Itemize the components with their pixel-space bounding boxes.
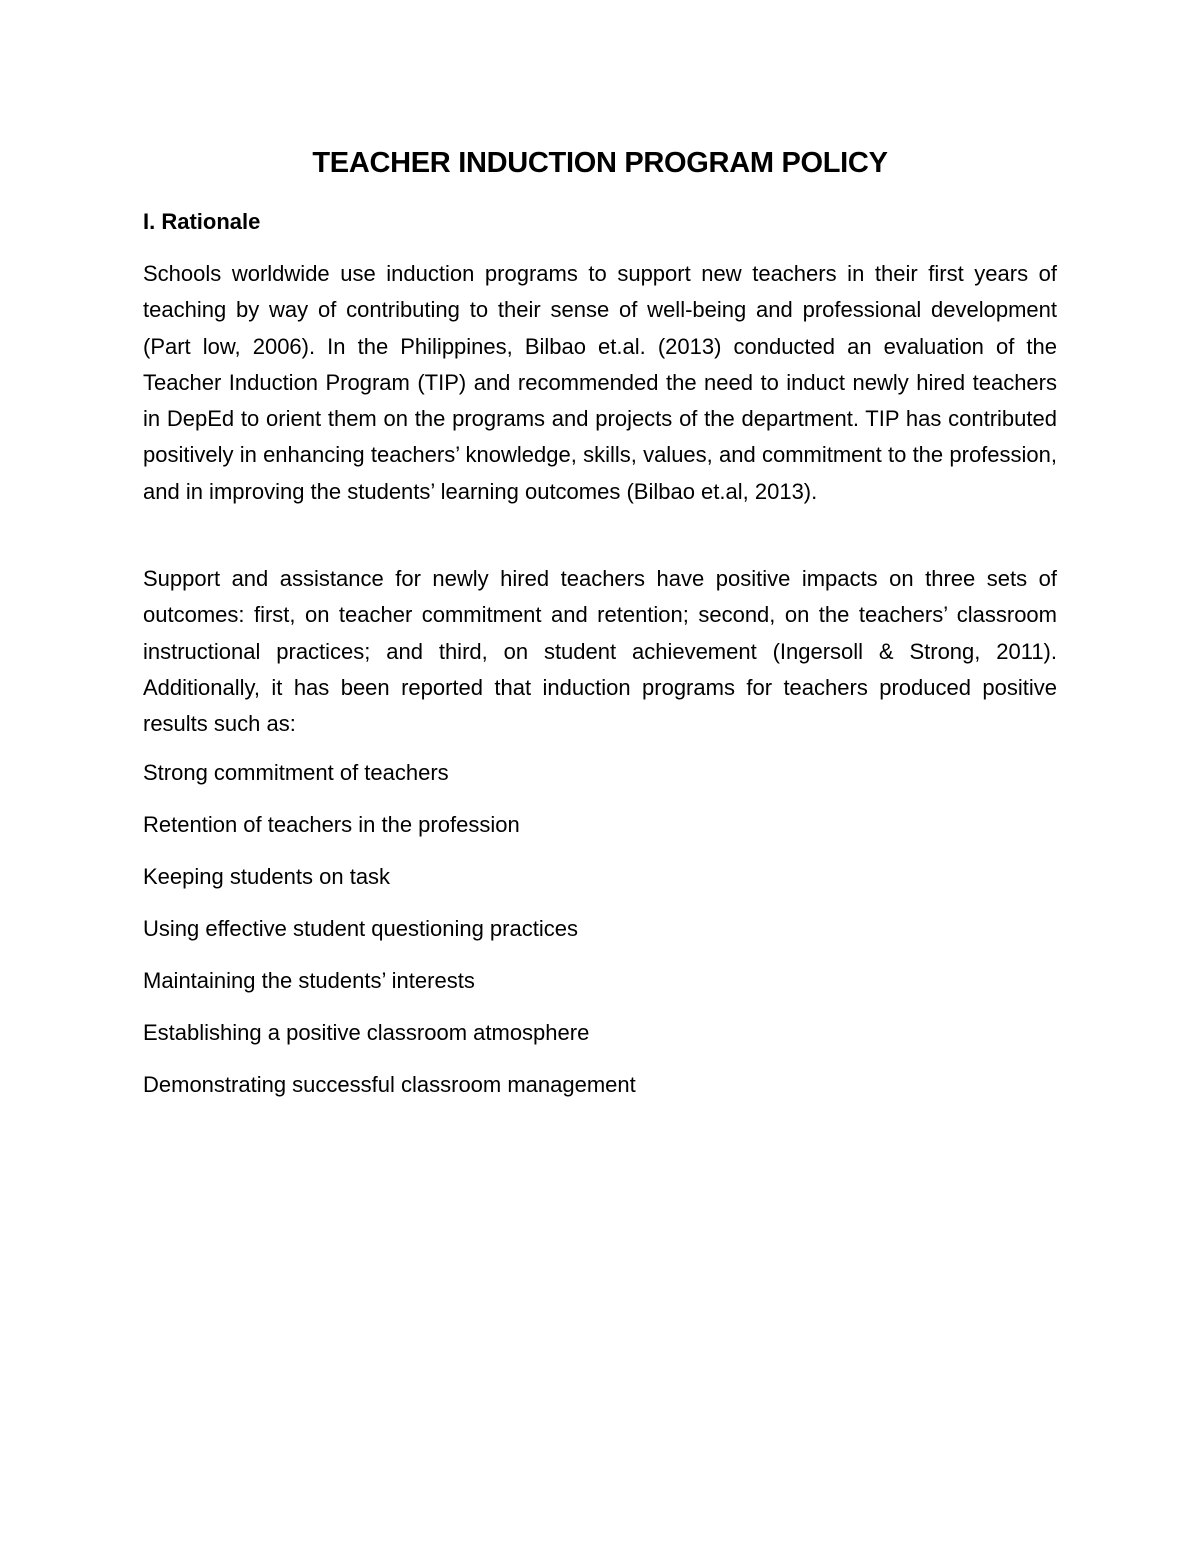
document-title: TEACHER INDUCTION PROGRAM POLICY: [312, 147, 888, 179]
section-heading-rationale: I. Rationale: [143, 209, 261, 234]
list-item: Strong commitment of teachers: [143, 760, 449, 785]
positive-results-list: [143, 757, 1057, 1121]
rationale-paragraph-2: Support and assistance for newly hired teachers have positive impacts on three sets of outcomes: first, on teacher commitment and retention; second, on the teachers’ classroom instructional practices; and third, on student achievement (Ingersoll & Strong, 2011). Additionally, it has been reported that induction programs for teachers produced positive results such as:: [143, 566, 1057, 737]
list-item: Demonstrating successful classroom management: [143, 1072, 636, 1097]
list-item: Maintaining the students’ interests: [143, 968, 475, 993]
list-item: Using effective student questioning practices: [143, 916, 578, 941]
list-item: Retention of teachers in the profession: [143, 812, 520, 837]
list-item: Keeping students on task: [143, 864, 391, 889]
list-item: Establishing a positive classroom atmosphere: [143, 1020, 590, 1045]
rationale-paragraph-1: Schools worldwide use induction programs to support new teachers in their first years of teaching by way of contributing to their sense of well-being and professional development (Part low, 2006). In the Philippines, Bilbao et.al. (2013) conducted an evaluation of the Teacher Induction Program (TIP) and recommended the need to induct newly hired teachers in DepEd to orient them on the programs and projects of the department. TIP has contributed positively in enhancing teachers’ knowledge, skills, values, and commitment to the profession, and in improving the students’ learning outcomes (Bilbao et.al, 2013).: [143, 261, 1057, 504]
